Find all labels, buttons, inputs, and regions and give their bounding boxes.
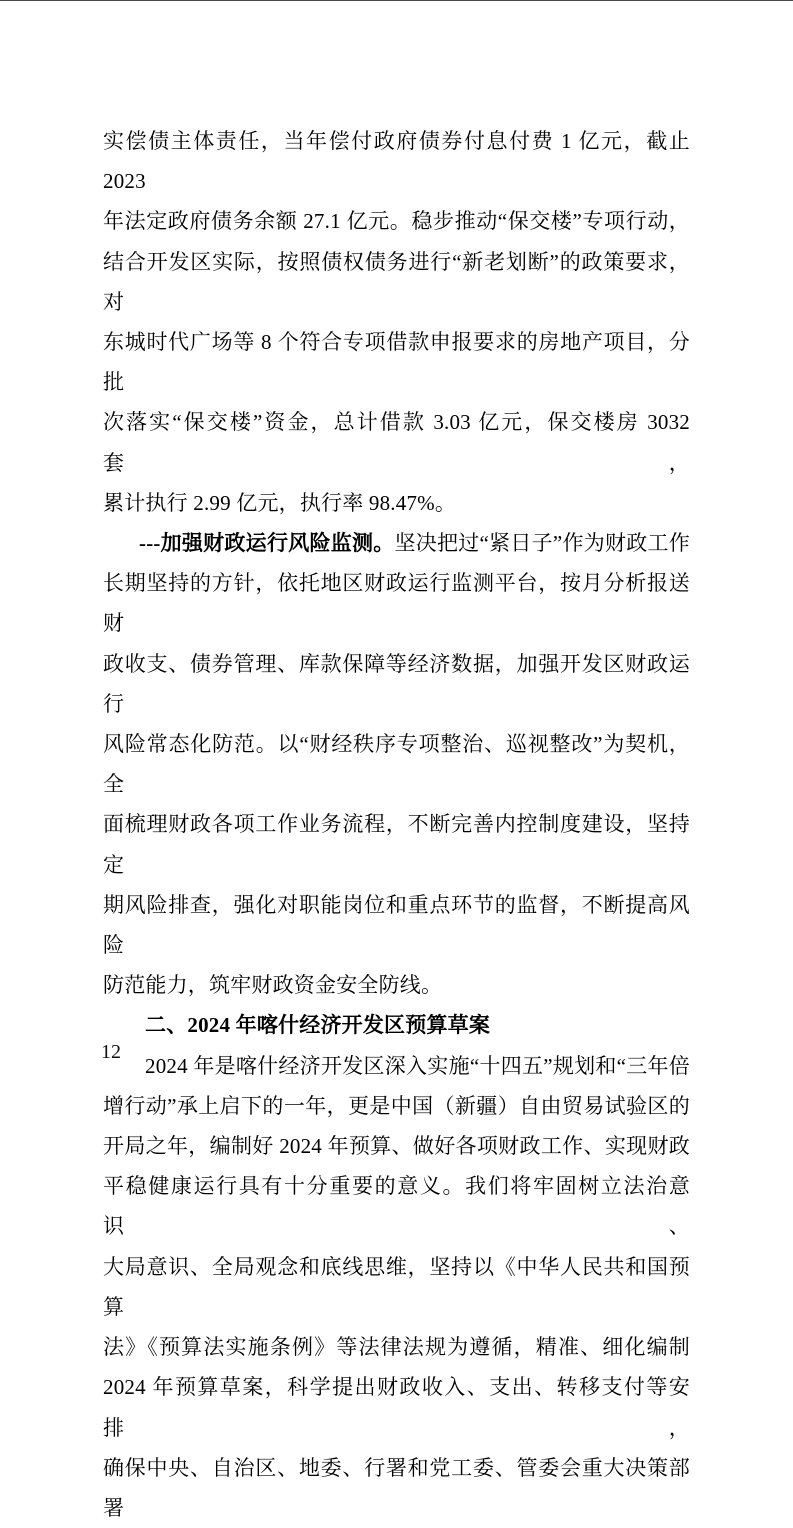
body-line: 东城时代广场等 8 个符合专项借款申报要求的房地产项目，分批: [103, 330, 690, 395]
page-canvas: [0, 1, 793, 1520]
body-line: 2024 年预算草案，科学提出财政收入、支出、转移支付等安排，: [103, 1375, 690, 1440]
body-line: 实偿债主体责任，当年偿付政府债券付息付费 1 亿元，截止 2023: [103, 129, 690, 194]
body-line-with-bold-lead: [103, 523, 690, 563]
body-line: 增行动”承上启下的一年，更是中国（新疆）自由贸易试验区的: [103, 1093, 690, 1118]
body-text-block: [103, 121, 690, 1528]
body-line: 面梳理财政各项工作业务流程，不断完善内控制度建设，坚持定: [103, 812, 690, 877]
body-line: 累计执行 2.99 亿元，执行率 98.47%。: [103, 490, 457, 515]
body-line: 政收支、债券管理、库款保障等经济数据，加强开发区财政运行: [103, 651, 690, 716]
body-line: 期风险排查，强化对职能岗位和重点环节的监督，不断提高风险: [103, 892, 690, 958]
body-line: 大局意识、全局观念和底线思维，坚持以《中华人民共和国预算: [103, 1254, 690, 1319]
body-line: 风险常态化防范。以“财经秩序专项整治、巡视整改”为契机，全: [103, 732, 690, 797]
body-line: 长期坚持的方针，依托地区财政运行监测平台，按月分析报送财: [103, 571, 690, 636]
body-line: 确保中央、自治区、地委、行署和党工委、管委会重大决策部署: [103, 1455, 690, 1520]
body-line: 平稳健康运行具有十分重要的意义。我们将牢固树立法治意识、: [103, 1174, 690, 1239]
body-line: 开局之年，编制好 2024 年预算、做好各项财政工作、实现财政: [103, 1134, 690, 1159]
body-line: 2024 年是喀什经济开发区深入实施“十四五”规划和“三年倍: [145, 1053, 690, 1078]
body-line: 防范能力，筑牢财政资金安全防线。: [103, 973, 443, 998]
body-line: 年法定政府债务余额 27.1 亿元。稳步推动“保交楼”专项行动，: [103, 209, 690, 234]
body-line: 结合开发区实际，按照债权债务进行“新老划断”的政策要求，对: [103, 249, 690, 314]
section-heading: 二、2024 年喀什经济开发区预算草案: [145, 1013, 491, 1038]
page-number: 12: [101, 1041, 121, 1063]
body-line: 次落实“保交楼”资金，总计借款 3.03 亿元，保交楼房 3032 套，: [103, 410, 690, 475]
lead-rest-text: 坚决把过“紧日子”作为财政工作: [394, 531, 691, 556]
body-line: 法》《预算法实施条例》等法律法规为遵循，精准、细化编制: [103, 1335, 690, 1360]
bold-lead-text: ---加强财政运行风险监测。: [139, 531, 395, 556]
